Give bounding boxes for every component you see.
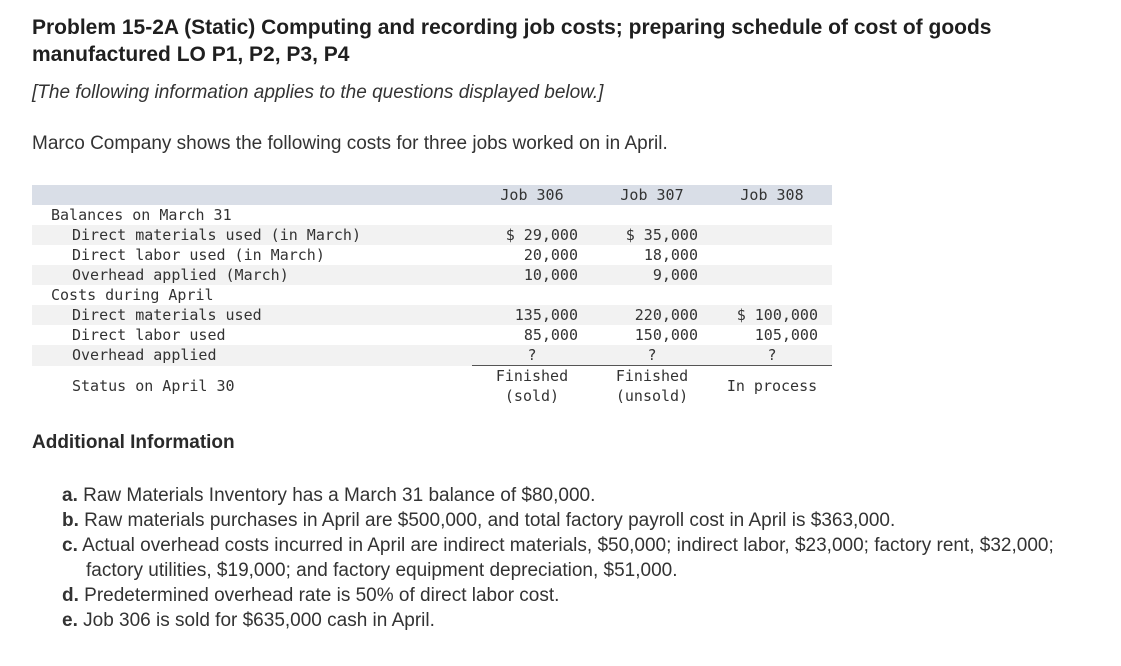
header-job-308: Job 308 (712, 185, 832, 205)
status-line: Finished (615, 367, 689, 385)
section-label: Costs during April (51, 286, 214, 304)
row-label: Overhead applied (March) (32, 265, 472, 285)
status-line: (unsold) (615, 387, 689, 405)
cell-job-308-status: In process (726, 377, 818, 395)
status-line: Finished (495, 367, 569, 385)
cell-job-306: 20,000 (523, 246, 578, 264)
cell-job-306: 135,000 (472, 305, 592, 325)
list-item (62, 608, 1107, 633)
row-label: Direct labor used (72, 326, 226, 344)
header-blank (32, 185, 472, 205)
table-row (32, 265, 832, 285)
cell-job-306: ? (472, 345, 592, 366)
item-text: Actual overhead costs incurred in April are indirect materials, $50,000; indirect labor, $23,000; factory rent, $32,000; factory utilities, $19,000; and factory equipment depreciation, $51,000. (82, 535, 1054, 581)
additional-info-heading: Additional Information (32, 432, 235, 453)
section-row-balances (32, 205, 832, 225)
cell-job-307: 18,000 (643, 246, 698, 264)
row-label: Direct labor used (in March) (72, 246, 325, 264)
cell-job-306-status (472, 366, 592, 407)
cell-job-308 (712, 245, 832, 265)
item-letter: e. (62, 610, 78, 631)
table-row (32, 245, 832, 265)
header-job-306: Job 306 (472, 185, 592, 205)
list-item (62, 583, 1107, 608)
item-letter: d. (62, 585, 79, 606)
cell-job-307: 150,000 (634, 326, 698, 344)
cell-job-308 (712, 265, 832, 285)
additional-info-list (62, 483, 1107, 633)
table-row (32, 305, 832, 325)
cell-job-308: 105,000 (754, 326, 818, 344)
cell-job-307: 9,000 (592, 265, 712, 285)
list-item (62, 533, 1107, 583)
cell-job-307-status (592, 366, 712, 407)
table-row (32, 345, 832, 366)
cell-job-308: ? (712, 345, 832, 366)
cell-job-308: $ 100,000 (712, 305, 832, 325)
row-label: Direct materials used (32, 305, 472, 325)
row-label: Overhead applied (32, 345, 472, 366)
item-text: Predetermined overhead rate is 50% of direct labor cost. (84, 585, 560, 606)
intro-text: Marco Company shows the following costs for three jobs worked on in April. (32, 133, 668, 154)
header-job-307: Job 307 (592, 185, 712, 205)
item-text: Job 306 is sold for $635,000 cash in April. (83, 610, 435, 631)
section-row-costs (32, 285, 832, 305)
cell-job-306: $ 29,000 (472, 225, 592, 245)
job-cost-table (32, 185, 832, 406)
list-item (62, 483, 1107, 508)
status-line: (sold) (504, 387, 560, 405)
section-label: Balances on March 31 (51, 206, 232, 224)
instructions-note: [The following information applies to the questions displayed below.] (32, 82, 604, 103)
item-text: Raw materials purchases in April are $500,000, and total factory payroll cost in April is $363,000. (84, 510, 896, 531)
cell-job-306: 10,000 (472, 265, 592, 285)
row-label: Status on April 30 (72, 376, 235, 395)
cell-job-307: ? (592, 345, 712, 366)
item-letter: a. (62, 485, 78, 506)
cell-job-306: 85,000 (523, 326, 578, 344)
cell-job-307: $ 35,000 (592, 225, 712, 245)
cell-job-308 (712, 225, 832, 245)
status-row (32, 366, 832, 407)
item-letter: c. (62, 535, 78, 556)
item-letter: b. (62, 510, 79, 531)
item-text: Raw Materials Inventory has a March 31 balance of $80,000. (83, 485, 596, 506)
list-item (62, 508, 1107, 533)
table-row (32, 225, 832, 245)
row-label: Direct materials used (in March) (32, 225, 472, 245)
table-header-row (32, 185, 832, 205)
table-row (32, 325, 832, 345)
cell-job-307: 220,000 (592, 305, 712, 325)
problem-title: Problem 15-2A (Static) Computing and recording job costs; preparing schedule of cost of goods manufactured LO P1, P2, P3, P4 (32, 16, 992, 66)
